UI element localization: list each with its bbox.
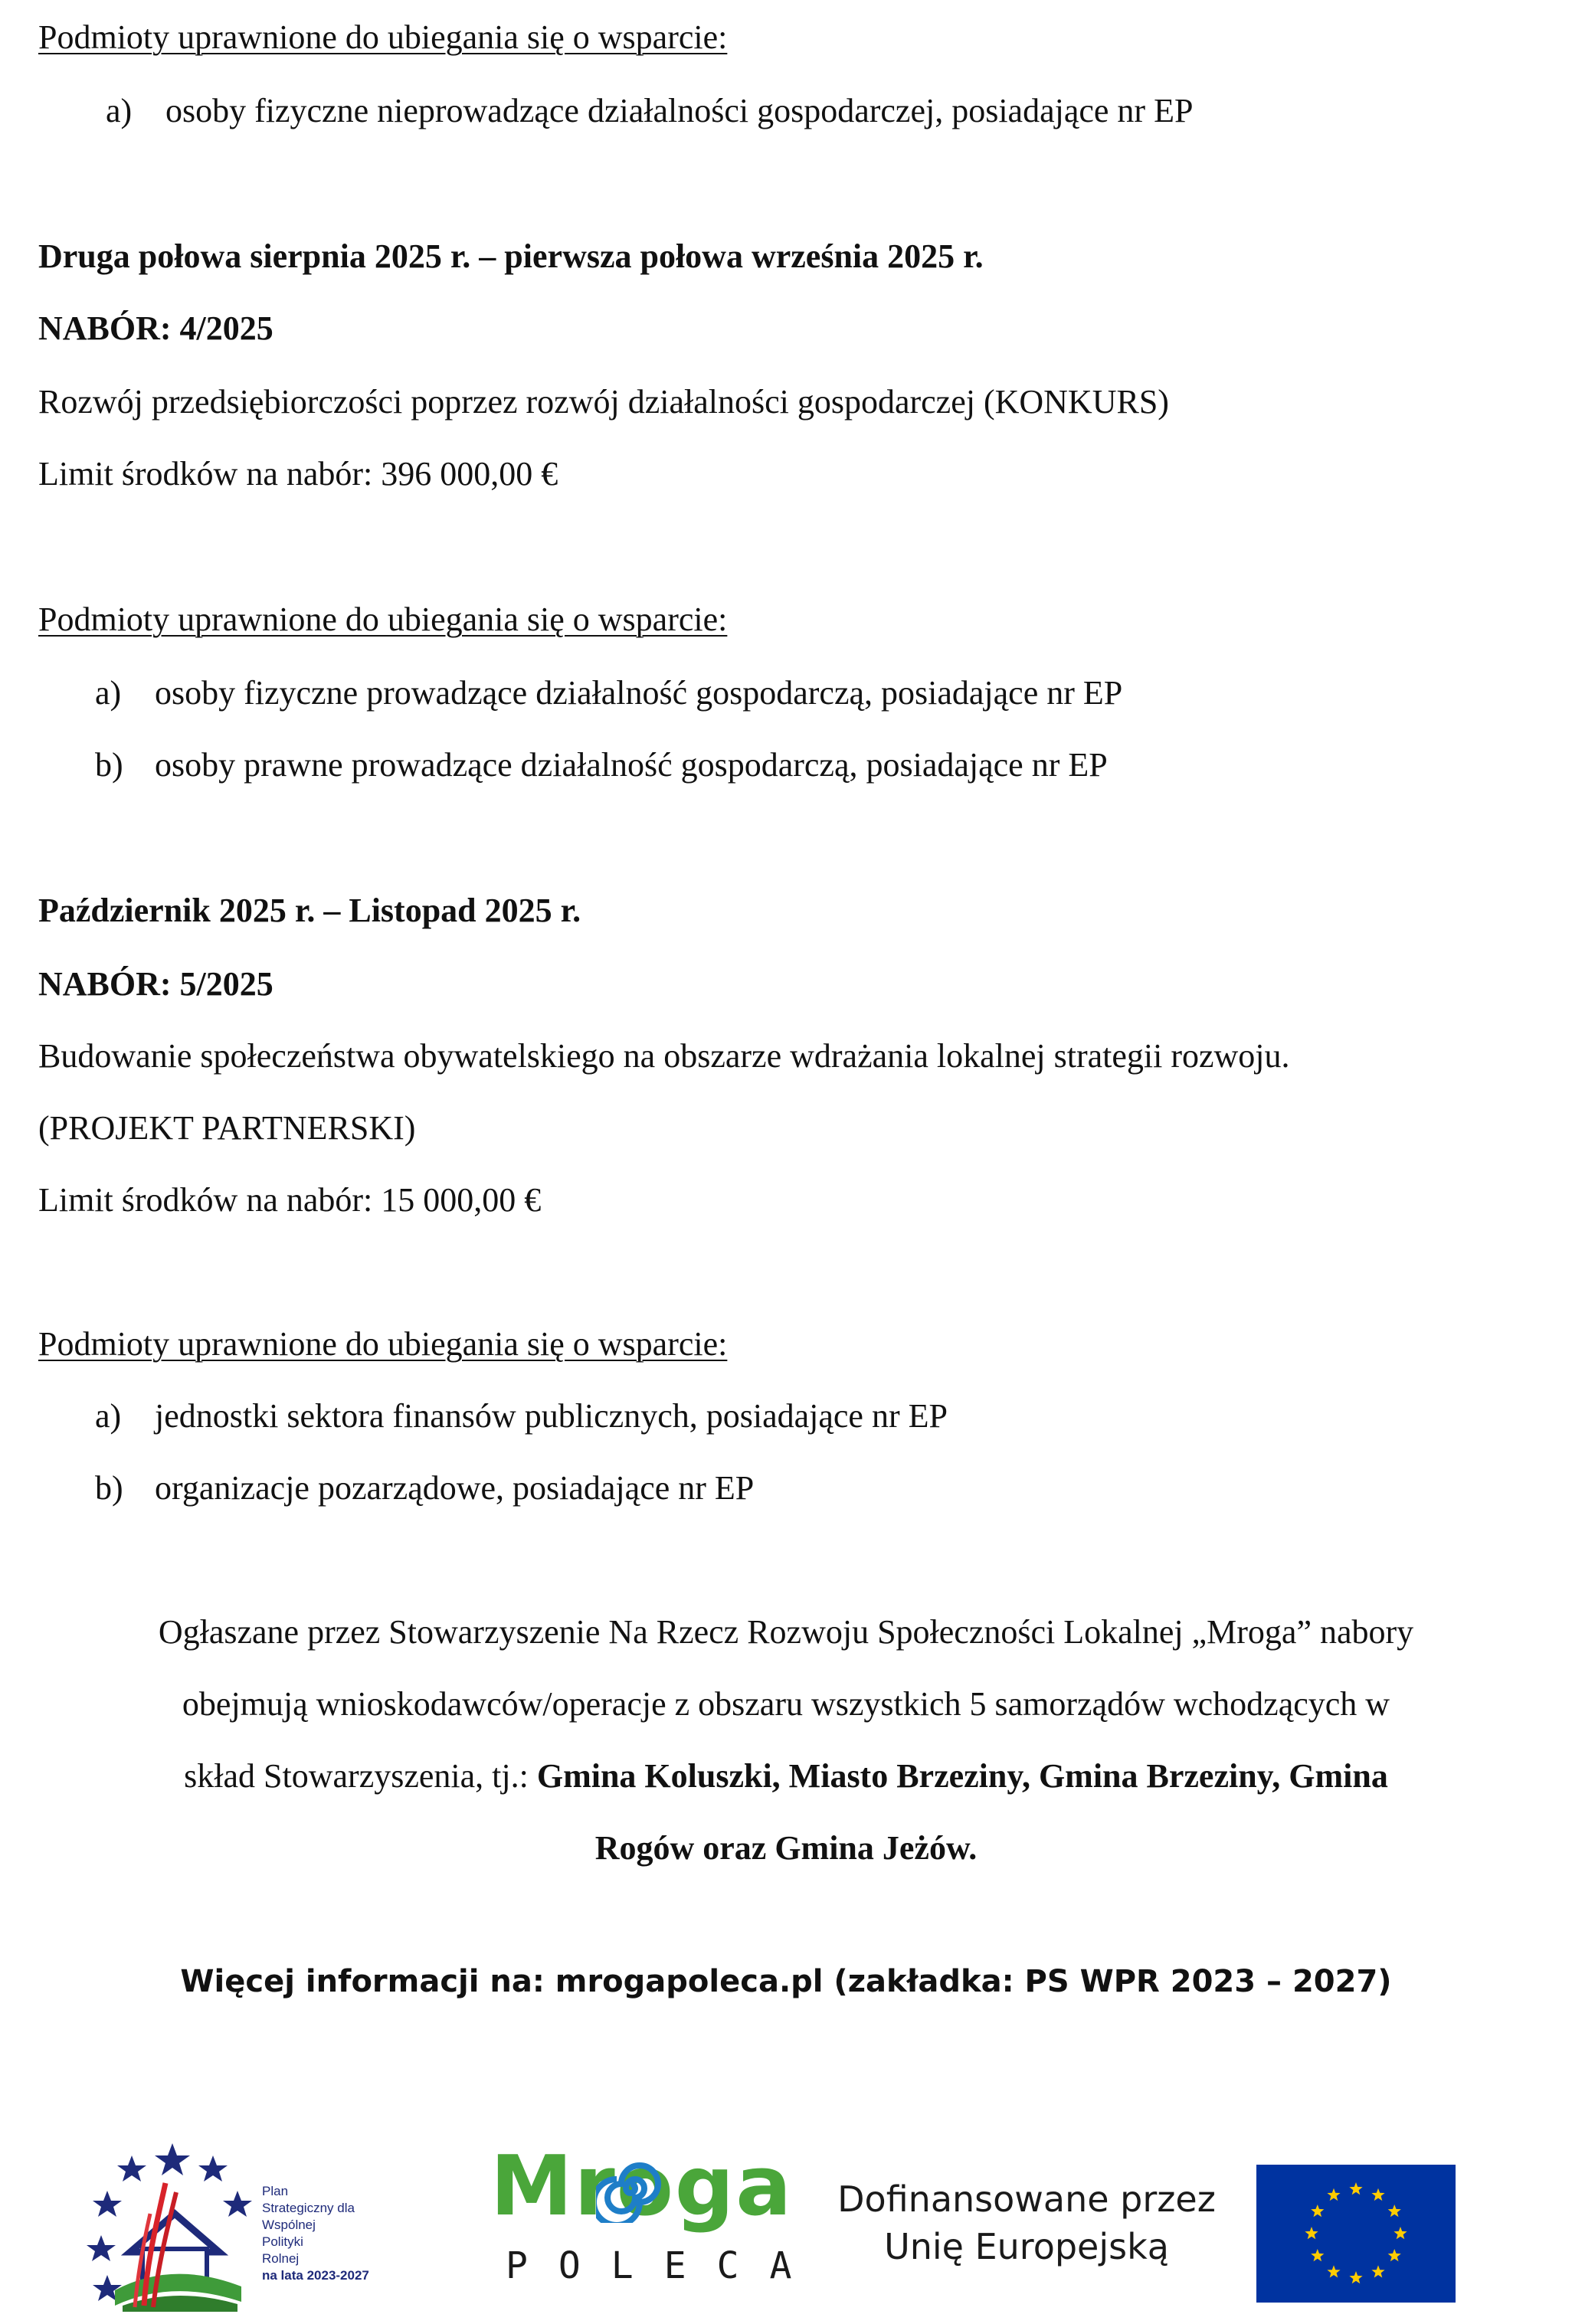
list-marker: a): [95, 674, 122, 712]
eu-star: [1388, 2205, 1401, 2217]
ps-wpr-line: Strategiczny dla: [262, 2201, 355, 2215]
list-text: organizacje pozarządowe, posiadające nr EP: [155, 1469, 755, 1507]
list-item: [95, 1396, 948, 1437]
ps-wpr-text: [262, 2183, 408, 2284]
list-text: jednostki sektora finansów publicznych, posiadające nr EP: [155, 1397, 948, 1435]
eu-star: [1388, 2249, 1401, 2261]
eu-star: [1371, 2188, 1384, 2201]
description-3-line2: (PROJEKT PARTNERSKI): [38, 1109, 416, 1147]
ps-wpr-line: Rolnej: [262, 2251, 300, 2266]
closing-line-3: [31, 1756, 1541, 1797]
ps-wpr-logo: [84, 2137, 406, 2313]
closing-line-1: Ogłaszane przez Stowarzyszenie Na Rzecz Rozwoju Społeczności Lokalnej „Mroga” nabory: [158, 1613, 1414, 1651]
eu-star: [1371, 2265, 1384, 2277]
ps-wpr-line: Wspólnej: [262, 2218, 316, 2232]
eu-stars-icon: [1256, 2165, 1456, 2303]
eu-star: [1311, 2205, 1324, 2217]
ps-wpr-emblem-icon: [84, 2137, 260, 2313]
closing-line-3-plain: skład Stowarzyszenia, tj.:: [184, 1757, 537, 1795]
eu-star: [1349, 2271, 1362, 2283]
eu-funding-line-1: Dofinansowane przez: [837, 2178, 1216, 2220]
list-item: [95, 745, 1108, 786]
list-marker: a): [95, 1397, 122, 1435]
list-text: osoby fizyczne nieprowadzące działalności gospodarczej, posiadające nr EP: [165, 92, 1194, 129]
list-text: osoby prawne prowadzące działalność gospodarczą, posiadające nr EP: [155, 746, 1108, 784]
nabor-3: NABÓR: 5/2025: [38, 965, 273, 1003]
eu-star: [1394, 2227, 1407, 2239]
list-item: [95, 1468, 754, 1509]
ps-wpr-years: na lata 2023-2027: [262, 2268, 369, 2283]
period-2: Druga połowa sierpnia 2025 r. – pierwsza połowa września 2025 r.: [38, 237, 984, 275]
eu-star: [1349, 2182, 1362, 2195]
list-marker: b): [95, 746, 123, 784]
eu-funding-text: [827, 2175, 1226, 2270]
eligible-heading-3: Podmioty uprawnione do ubiegania się o wsparcie:: [38, 1325, 728, 1363]
nabor-2: NABÓR: 4/2025: [38, 309, 273, 347]
eligible-heading-2: Podmioty uprawnione do ubiegania się o wsparcie:: [38, 601, 728, 638]
list-item: [106, 90, 1193, 132]
list-text: osoby fizyczne prowadzące działalność gospodarczą, posiadające nr EP: [155, 674, 1123, 712]
ps-wpr-line: Plan: [262, 2184, 289, 2198]
description-3-line1: Budowanie społeczeństwa obywatelskiego na obszarze wdrażania lokalnej strategii rozwoju.: [38, 1037, 1290, 1075]
closing-line-3-bold: Gmina Koluszki, Miasto Brzeziny, Gmina Brzeziny, Gmina: [536, 1757, 1388, 1795]
closing-line-2: obejmują wnioskodawców/operacje z obszaru wszystkich 5 samorządów wchodzących w: [182, 1685, 1390, 1723]
limit-3: Limit środków na nabór: 15 000,00 €: [38, 1181, 542, 1219]
description-2: Rozwój przedsiębiorczości poprzez rozwój działalności gospodarczej (KONKURS): [38, 383, 1169, 421]
eu-star: [1327, 2265, 1340, 2277]
eu-star: [1305, 2227, 1318, 2239]
list-item: [95, 673, 1122, 714]
poleca-word: POLECA: [506, 2244, 823, 2287]
eu-funding-line-2: Unię Europejską: [884, 2226, 1169, 2267]
mroga-poleca-logo: [490, 2139, 823, 2313]
closing-line-4: Rogów oraz Gmina Jeżów.: [594, 1829, 978, 1867]
mroga-word: Mroga: [490, 2139, 794, 2234]
eu-star: [1327, 2188, 1340, 2201]
spiral-icon: [596, 2154, 665, 2223]
eu-star: [1311, 2249, 1324, 2261]
list-marker: b): [95, 1469, 123, 1507]
more-info-line: Więcej informacji na: mrogapoleca.pl (zakładka: PS WPR 2023 – 2027): [180, 1964, 1392, 1999]
eligible-heading-1: Podmioty uprawnione do ubiegania się o wsparcie:: [38, 18, 728, 56]
ps-wpr-line: Polityki: [262, 2234, 303, 2249]
limit-2: Limit środków na nabór: 396 000,00 €: [38, 455, 558, 493]
eu-flag-icon: [1256, 2165, 1456, 2303]
list-marker: a): [106, 92, 133, 129]
period-3: Październik 2025 r. – Listopad 2025 r.: [38, 892, 581, 929]
